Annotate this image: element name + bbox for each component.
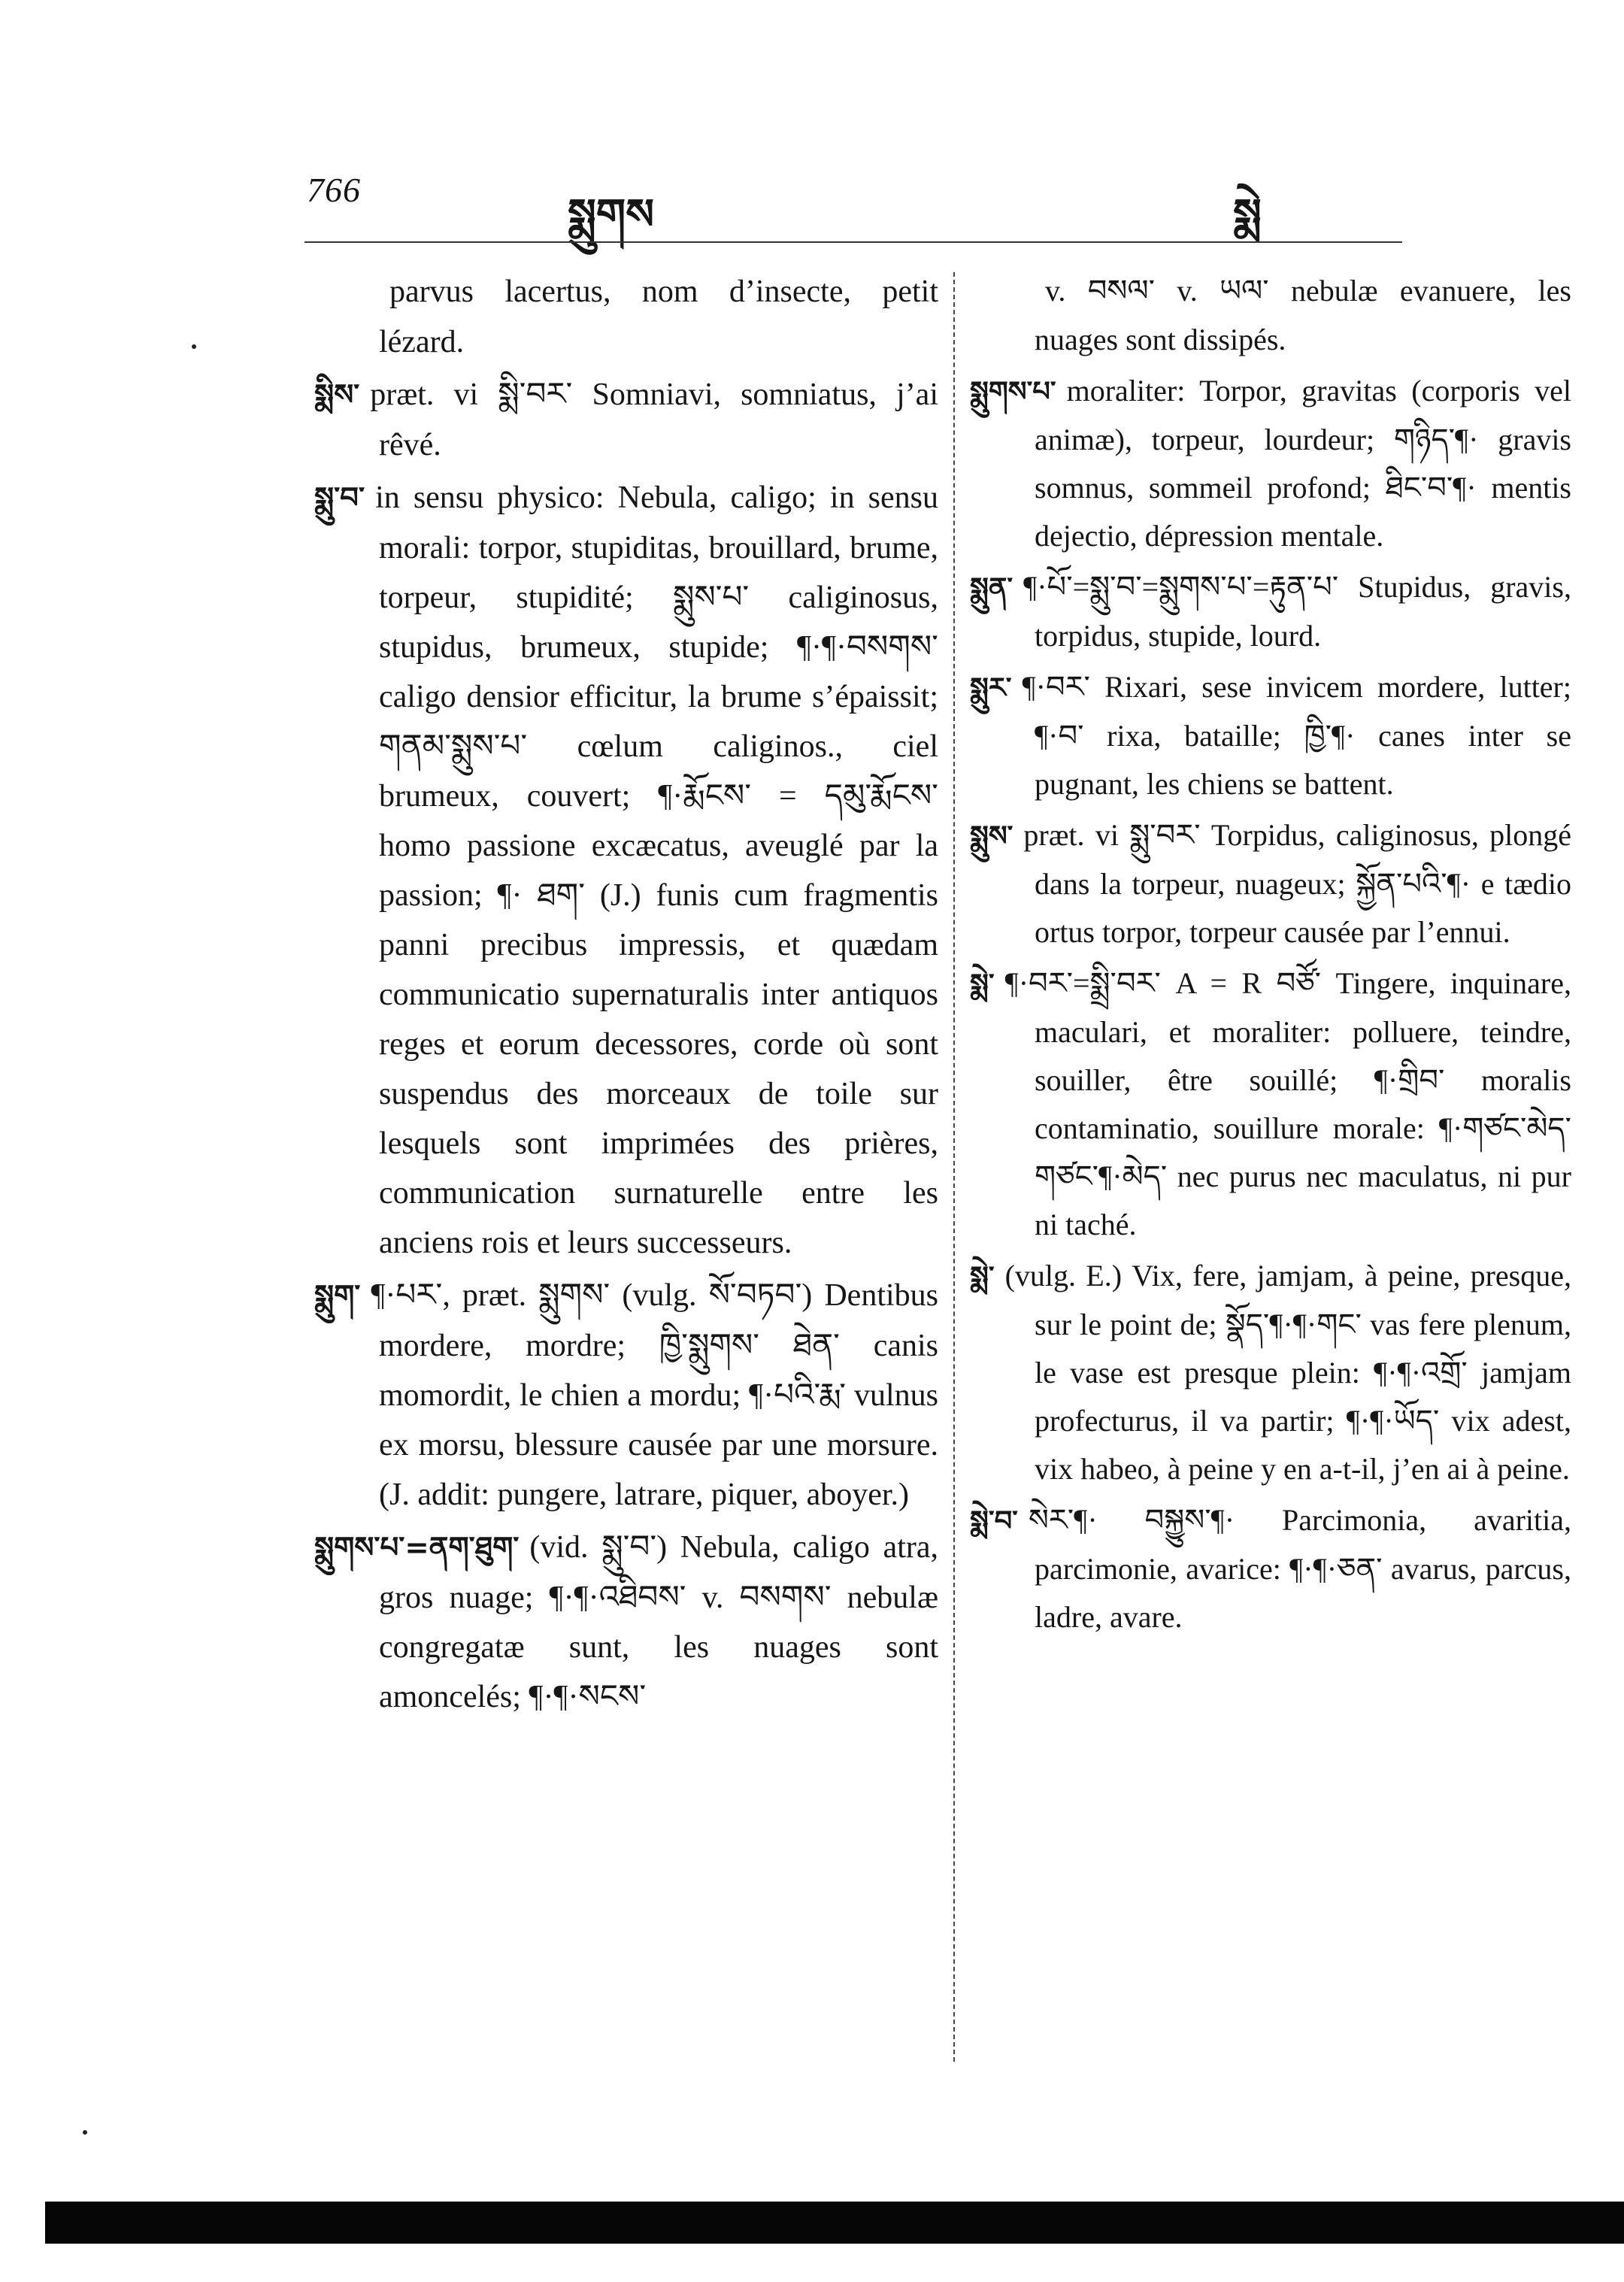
dictionary-entry	[970, 959, 1571, 1249]
left-running-headword: སྨུགས	[568, 190, 655, 239]
dictionary-entry	[314, 473, 938, 1268]
scan-speck	[192, 344, 196, 349]
entry-headword: སྨེ་	[970, 968, 995, 1000]
entry-definition: v. བསལ་ v. ཡལ་ nebulæ evanuere, les nuages sont dissipés.	[1035, 274, 1571, 356]
dictionary-entry	[314, 1271, 938, 1520]
entry-headword: སྨུག་	[314, 1279, 361, 1313]
entry-definition: (vid. སྨུ་བ་) Nebula, caligo atra, gros nuage; ¶·¶·འཐིབས་ v. བསགས་ nebulæ congregatæ sunt, les nuages sont amoncelés; ¶·¶·སངས་	[379, 1530, 938, 1714]
right-column	[970, 267, 1571, 1644]
entry-definition: ¶·པར་, præt. སྨུགས་ (vulg. སོ་བཏབ་) Dentibus mordere, mordre; ཁྱི་སྨུགས་ ཐེན་ canis momordit, le chien a mordu; ¶·པའི་རྨ་ vulnus ex morsu, blessure causée par une morsure. (J. addit: pungere, latrare, piquer, aboyer.)	[371, 1278, 938, 1512]
entry-headword: སྨུས་	[970, 820, 1013, 852]
dictionary-entry	[314, 1523, 938, 1722]
dictionary-entry	[314, 267, 938, 367]
scan-speck	[83, 2130, 87, 2135]
dictionary-entry	[970, 811, 1571, 956]
right-running-headword: སྨེ	[1233, 190, 1262, 239]
entry-definition: སེར་¶· བསྐྱུས་¶· Parcimonia, avaritia, parcimonie, avarice: ¶·¶·ཅན་ avarus, parcus, ladre, avare.	[1028, 1503, 1571, 1634]
entry-definition: præt. vi སྨུ་བར་ Torpidus, caliginosus, plongé dans la torpeur, nuageux; སྐྱོན་པའི་¶· e tædio ortus torpor, torpeur causée par l’ennui.	[1023, 818, 1571, 949]
entry-definition: in sensu physico: Nebula, caligo; in sensu morali: torpor, stupiditas, brouillard, brume, torpeur, stupidité; སྨུས་པ་ caliginosus, stupidus, brumeux, stupide; ¶·¶·བསགས་ caligo densior efficitur, la brume s’épaissit; གནམ་སྨུས་པ་ cœlum caliginos., ciel brumeux, couvert; ¶·རྨོངས་ = དམུ་རྨོངས་ homo passione excæcatus, aveuglé par la passion; ¶· ཐག་ (J.) funis cum fragmentis panni precibus impressis, et quædam communicatio supernaturalis inter antiquos reges et eorum decessores, corde où sont suspendus des morceaux de toile sur lesquels sont imprimées des prières, communication surnaturelle entre les anciens rois et leurs successeurs.	[375, 480, 938, 1260]
header-rule	[304, 241, 1402, 243]
page-number: 766	[307, 171, 361, 209]
entry-headword: སྨེ་བ་	[970, 1505, 1018, 1537]
entry-definition: (vulg. E.) Vix, fere, jamjam, à peine, presque, sur le point de; སྣོད་¶·¶·གང་ vas fere plenum, le vase est presque plein: ¶·¶·འགྲོ་ jamjam profecturus, il va partir; ¶·¶·ཡོད་ vix adest, vix habeo, à peine y en a-t-il, j’en ai à peine.	[1004, 1259, 1571, 1486]
entry-headword: སྨེ་	[970, 1260, 995, 1293]
dictionary-entry	[314, 370, 938, 470]
dictionary-entry	[970, 663, 1571, 808]
entry-headword: སྨུར་	[970, 671, 1012, 704]
dictionary-entry	[970, 367, 1571, 560]
dictionary-entry	[970, 1496, 1571, 1641]
entry-headword: སྨུན་	[970, 571, 1013, 604]
entry-headword: སྨུགས་པ་	[970, 375, 1056, 408]
left-column	[314, 267, 938, 1725]
entry-headword: སྨུ་བ་	[314, 481, 365, 515]
entry-definition: præt. vi སྨི་བར་ Somniavi, somniatus, j’ai rêvé.	[370, 377, 938, 462]
entry-definition: parvus lacertus, nom d’insecte, petit lézard.	[379, 274, 938, 359]
dictionary-entry	[970, 1252, 1571, 1493]
entry-definition: ¶·བར་ Rixari, sese invicem mordere, lutter; ¶·བ་ rixa, bataille; ཁྱི་¶· canes inter se pugnant, les chiens se battent.	[1022, 670, 1571, 801]
dictionary-entry	[970, 267, 1571, 364]
scan-edge-bar	[45, 2202, 1624, 2244]
column-divider	[953, 272, 955, 2062]
entry-definition: ¶·བར་=སྨྲི་བར་ A = R བཙོ་ Tingere, inquinare, maculari, et moraliter: polluere, teindre, souiller, être souillé; ¶·གྲིབ་ moralis contaminatio, souillure morale: ¶·གཙང་མེད་ གཙང་¶·མེད་ nec purus nec maculatus, ni pur ni taché.	[1004, 966, 1571, 1241]
entry-headword: སྨུགས་པ་=ནག་ཐུག་	[314, 1531, 520, 1565]
entry-headword: སྨིས་	[314, 378, 360, 412]
entry-definition: moraliter: Torpor, gravitas (corporis vel animæ), torpeur, lourdeur; གཉིད་¶· gravis somnus, sommeil profond; ཐིང་བ་¶· mentis dejectio, dépression mentale.	[1035, 374, 1571, 553]
entry-definition: ¶·པོ་=སྨུ་བ་=སྨུགས་པ་=རྟུན་པ་ Stupidus, gravis, torpidus, stupide, lourd.	[1023, 570, 1571, 653]
dictionary-entry	[970, 563, 1571, 660]
